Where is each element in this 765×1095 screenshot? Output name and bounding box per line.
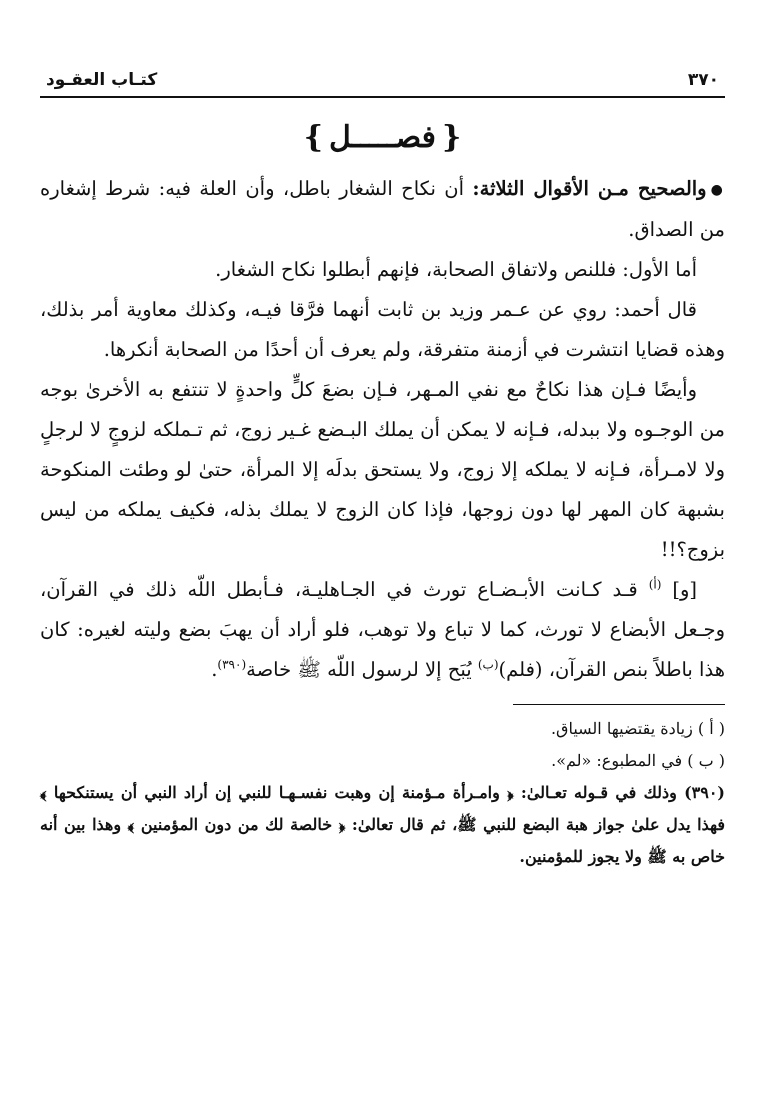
paragraph-2: [40, 250, 725, 290]
paragraph-3: [40, 290, 725, 370]
page-number: ٣٧٠: [687, 70, 719, 90]
footnote-ref-390: (٣٩٠): [217, 657, 247, 671]
footnote-390: (٣٩٠) وذلك في قـوله تعـالىٰ: ﴿ وامـرأة مـؤمنة إن وهبت نفسـهـا للنبي إن أراد النبي أن يستنكحها ﴾ فهذا يدل علىٰ جواز هبة البضع للنبي ﷺ، ثم قال تعالىٰ: ﴿ خالصة لك من دون المؤمنين ﴾ وهذا بين أنه خاص به ﷺ ولا يجوز للمؤمنين.: [40, 782, 725, 866]
footnote-a: ( أ ) زيادة يقتضيها السياق.: [550, 718, 725, 738]
paragraph-3-text: قال أحمد: روي عن عـمر وزيد بن ثابت أنهما فرَّقا فيـه، وكذلك معاوية أمر بذلك، وهذه قضايا انتشرت في أزمنة متفرقة، ولم يعرف أن أحدًا من الصحابة أنكرها.: [40, 297, 725, 361]
paragraph-5-pre: [و]: [672, 577, 698, 601]
paragraph-5: [40, 570, 725, 690]
paragraph-2-text: أما الأول: فللنص ولاتفاق الصحابة، فإنهم أبطلوا نكاح الشغار.: [215, 257, 697, 281]
book-title: كتـاب العقـود: [46, 70, 158, 90]
paragraph-5-end: .: [211, 657, 218, 681]
bullet-icon: ●: [710, 181, 726, 198]
section-heading: [40, 120, 725, 155]
paragraph-1-text: أن نكاح الشغار باطل، وأن العلة فيه: شرط إشغاره من الصداق.: [40, 177, 725, 241]
header-rule: [40, 96, 725, 98]
paragraph-5-text1: قـد كـانت الأبـضـاع تورث في الجـاهليـة، فـأبطل اللّه ذلك في القرآن، وجـعل الأبضاع لا تورث، كما لا تباع ولا توهب، فلو أراد أن يهبَ بضع وليته لغيره: كان هذا باطلاً بنص القرآن، (فلم): [40, 577, 725, 681]
footnote-ref-b: (ب): [477, 657, 499, 671]
footnote-b: ( ب ) في المطبوع: «لم».: [551, 750, 725, 770]
heading-title: فصـــــل: [328, 120, 437, 155]
paragraph-4-text: وأيضًا فـإن هذا نكاحٌ مع نفي المـهر، فـإن بضعَ كلٍّ واحدةٍ لا تنتفع به الأخرىٰ بوجه من الوجـوه ولا ببدله، فـإنه لا يمكن أن يملك البـضع غـير زوج، ثم تـملكه لزوجٍ لا لرجلٍ ولا لامـرأة، فـإنه لا يملكه إلا زوج، ولا يستحق بدلَه إلا المرأة، حتىٰ لو وطئت المنكوحة بشبهة كان المهر لها دون زوجها، فإذا كان الزوج لا يملك بذله، فكيف يملكه من ليس بزوج؟!!: [40, 377, 725, 561]
heading-bracket-close: }: [303, 120, 323, 155]
paragraph-4: [40, 370, 725, 570]
paragraph-1: [40, 169, 725, 250]
book-page: [40, 70, 725, 873]
paragraph-1-lead: والصحيح مـن الأقوال الثلاثة:: [472, 177, 707, 200]
paragraph-5-text2: يُبَح إلا لرسول اللّه ﷺ خاصة: [246, 657, 472, 681]
footnote-ref-a: (أ): [648, 577, 662, 591]
heading-bracket-open: {: [442, 120, 462, 155]
running-header: [40, 70, 725, 94]
footnote-rule: [513, 704, 725, 705]
